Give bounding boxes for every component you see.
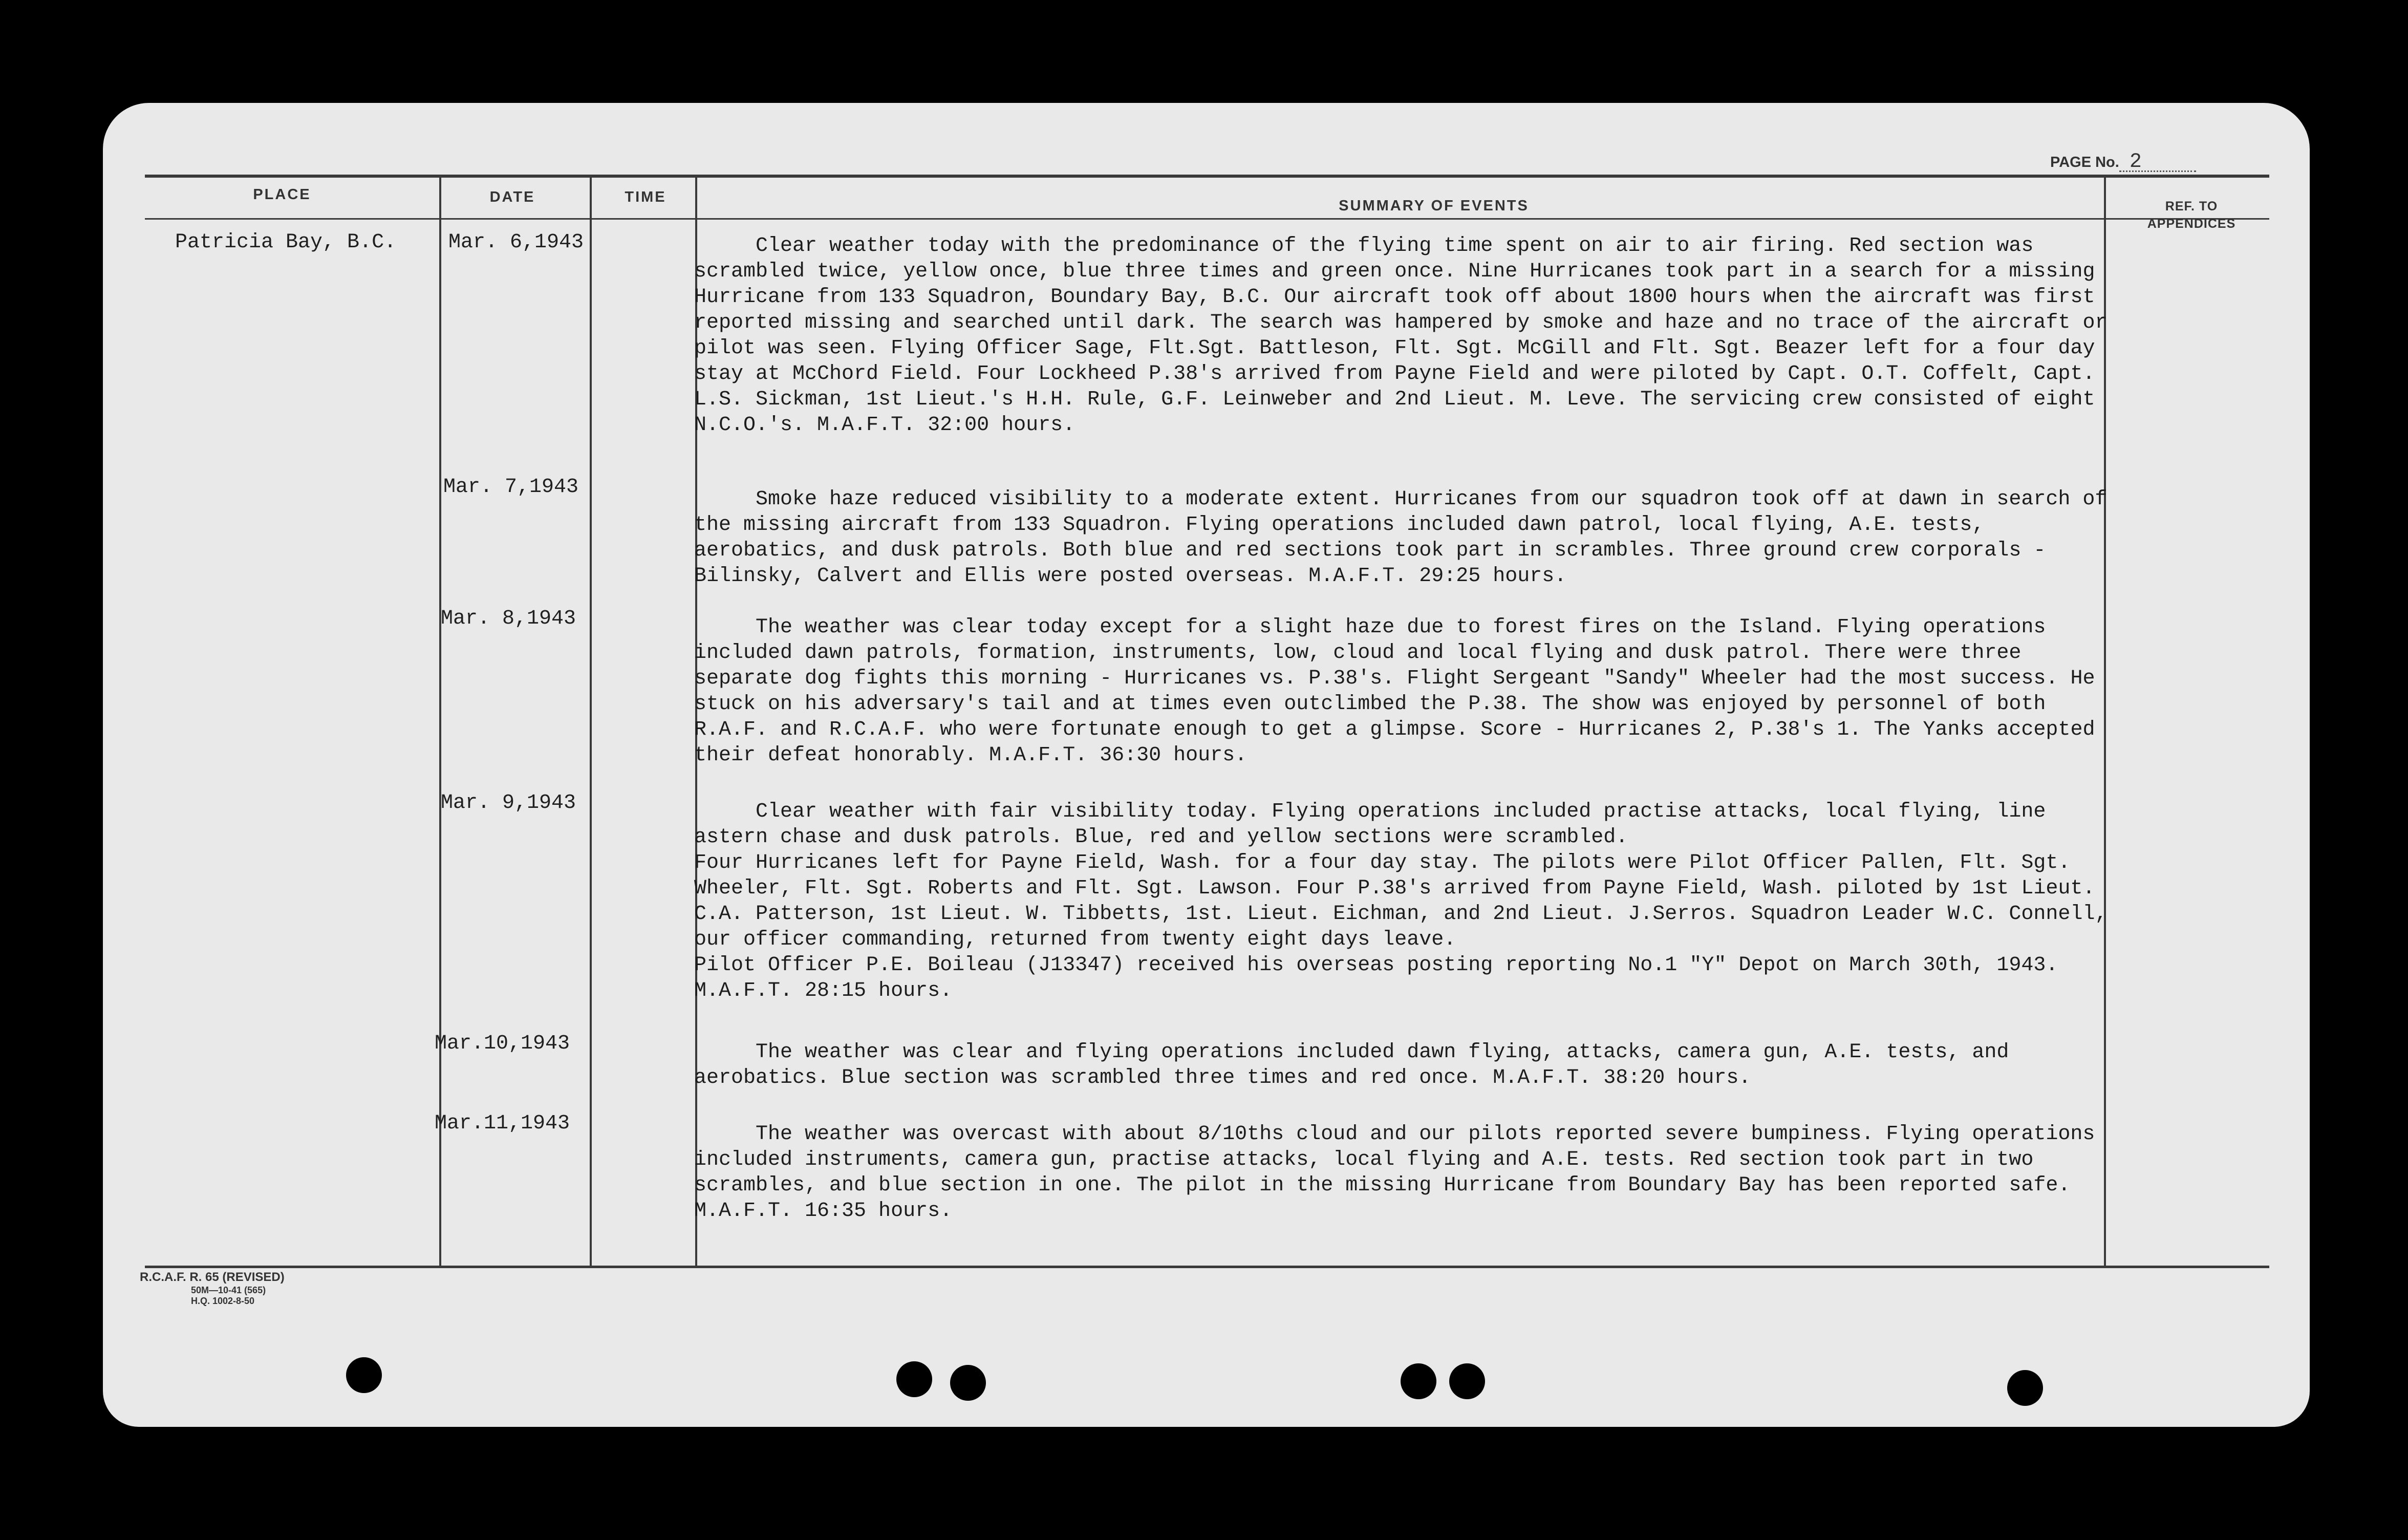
entry-summary: The weather was overcast with about 8/10ths cloud and our pilots reported severe bumpiness. Flying operations included instruments, camera gun, practise attacks, local flying and A.E. tests. Red section took part in two scrambles, and blue section in one. The pilot in the missing Hurricane from Boundary Bay has been reported safe. M.A.F.T. 16:35 hours.: [694, 1123, 2095, 1223]
entry-summary: Clear weather today with the predominance of the flying time spent on air to air firing. Red section was scrambled twice, yellow once, blue three times and green once. Nine Hurricanes took part in a search for a missing Hurricane from 133 Squadron, Boundary Bay, B.C. Our aircraft took off about 1800 hours when the aircraft was first reported missing and searched until dark. The search was hampered by smoke and haze and no trace of the aircraft or pilot was seen. Flying Officer Sage, Flt.Sgt. Battleson, Flt. Sgt. McGill and Flt. Sgt. Beazer left for a four day stay at McChord Field. Four Lockheed P.38's arrived from Payne Field and were piloted by Capt. O.T. Coffelt, Capt. L.S. Sickman, 1st Lieut.'s H.H. Rule, G.F. Leinweber and 2nd Lieut. M. Leve. The servicing crew consisted of eight N.C.O.'s. M.A.F.T. 32:00 hours.: [694, 234, 2108, 437]
form-code-line3: H.Q. 1002-8-50: [191, 1296, 255, 1307]
header-date: DATE: [489, 189, 535, 205]
entry-summary: Clear weather with fair visibility today. Flying operations included practise attacks, local flying, line astern chase and dusk patrols. Blue, red and yellow sections were scrambled. Four Hurricanes left for Payne Field, Wash. for a four day stay. The pilots were Pilot Officer Pallen, Flt. Sgt. Wheeler, Flt. Sgt. Roberts and Flt. Sgt. Lawson. Four P.38's arrived from Payne Field, Wash. piloted by 1st Lieut. C.A. Patterson, 1st Lieut. W. Tibbetts, 1st. Lieut. Eichman, and 2nd Lieut. J.Serros. Squadron Leader W.C. Connell, our officer commanding, returned from twenty eight days leave. Pilot Officer P.E. Boileau (J13347) received his overseas posting reporting No.1 "Y" Depot on March 30th, 1943. M.A.F.T. 28:15 hours.: [694, 800, 2108, 1002]
entry-date: Mar. 8,1943: [441, 607, 576, 630]
entry-date: Mar.10,1943: [435, 1032, 570, 1055]
punch-hole: [346, 1357, 382, 1393]
bottom-rule: [145, 1266, 2269, 1268]
form-code-line2: 50M—10-41 (565): [191, 1285, 266, 1295]
date-time-divider: [590, 178, 592, 1266]
place-date-divider: [439, 178, 441, 1266]
header-time: TIME: [625, 189, 666, 205]
header-rule: [145, 218, 2269, 220]
form-code-line1: R.C.A.F. R. 65 (REVISED): [140, 1270, 285, 1284]
punch-hole: [950, 1365, 986, 1401]
punch-hole: [896, 1361, 932, 1397]
entry-summary: The weather was clear today except for a slight haze due to forest fires on the Island. Flying operations included dawn patrols, formation, instruments, low, cloud and local flying and dusk patrol. There were three separate dog fights this morning - Hurricanes vs. P.38's. Flight Sergeant "Sandy" Wheeler had the most success. He stuck on his adversary's tail and at times even outclimbed the P.38. The show was enjoyed by personnel of both R.A.F. and R.C.A.F. who were fortunate enough to get a glimpse. Score - Hurricanes 2, P.38's 1. The Yanks accepted their defeat honorably. M.A.F.T. 36:30 hours.: [694, 616, 2095, 767]
entry-date: Mar. 6,1943: [448, 231, 584, 254]
page-number-label: PAGE No.: [2050, 154, 2119, 170]
entry-summary: The weather was clear and flying operations included dawn flying, attacks, camera gun, A.E. tests, and aerobatics. Blue section was scrambled three times and red once. M.A.F.T. 38:20 hours.: [694, 1041, 2009, 1089]
punch-hole: [1401, 1363, 1436, 1399]
page-number-value: 2: [2119, 154, 2196, 172]
top-rule: [145, 175, 2269, 178]
punch-hole: [1449, 1363, 1485, 1399]
punch-hole: [2007, 1370, 2043, 1406]
entry-date: Mar. 7,1943: [443, 476, 579, 499]
form-code: [140, 1270, 285, 1307]
record-card: [103, 103, 2310, 1427]
entry-summary: Smoke haze reduced visibility to a moderate extent. Hurricanes from our squadron took off at dawn in search of the missing aircraft from 133 Squadron. Flying operations included dawn patrol, local flying, A.E. tests, aerobatics, and dusk patrols. Both blue and red sections took part in scrambles. Three ground crew corporals - Bilinsky, Calvert and Ellis were posted overseas. M.A.F.T. 29:25 hours.: [694, 488, 2108, 588]
header-place: PLACE: [253, 186, 311, 203]
header-ref-line1: REF. TO: [2165, 199, 2218, 213]
header-ref-line2: APPENDICES: [2147, 217, 2236, 231]
place-cell: Patricia Bay, B.C.: [175, 231, 397, 254]
page-number: [2050, 151, 2196, 174]
entry-date: Mar. 9,1943: [441, 792, 576, 815]
header-summary: SUMMARY OF EVENTS: [1339, 198, 1529, 214]
header-ref-appendices: [2112, 198, 2271, 232]
entry-date: Mar.11,1943: [435, 1112, 570, 1135]
